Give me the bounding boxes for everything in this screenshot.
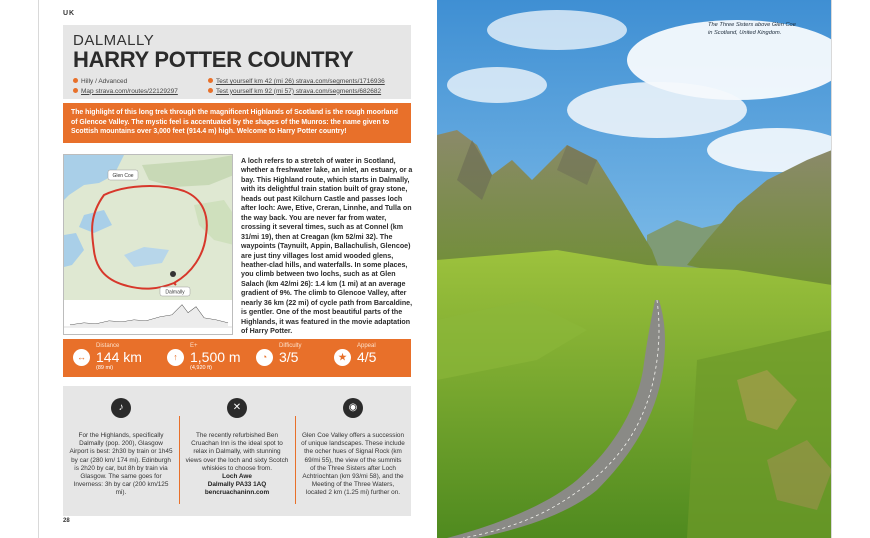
- stats-bar: [63, 339, 411, 377]
- bullet-icon: [208, 88, 213, 93]
- info-getting-there: [63, 394, 179, 510]
- appeal-icon: ★: [334, 349, 351, 366]
- stat-value: 144 km: [96, 349, 142, 365]
- camera-icon: ◉: [343, 398, 363, 418]
- bullet-icon: [73, 88, 78, 93]
- meta-column-1: [73, 77, 178, 96]
- left-page: [38, 0, 437, 538]
- segment-link-1[interactable]: Test yourself km 42 (mi 26) strava.com/segments/1716936: [216, 78, 385, 85]
- route-map: [63, 154, 233, 335]
- whistle-icon: ♪: [111, 398, 131, 418]
- meta-item[interactable]: [208, 87, 385, 97]
- address-line-1: Loch Awe: [222, 473, 252, 481]
- meta-item[interactable]: [208, 77, 385, 87]
- body-text: A loch refers to a stretch of water in Scotland, whether a freshwater lake, an inlet, an estuary, or a bay. This Highland route, which starts in Dalmally, with its delightful train station built of gray stone, heads out past Kilchurn Castle and passes loch after loch: Awe, Etive, Creran, Linnhe, and Tulla on the way back. You are never far from water, crossing it several times, such as at Connel (km 31/mi 19), then at Creagan (km 52/mi 32). The waypoints (Taynuilt, Appin, Ballachulish, Glencoe) are just tiny villages lost amid wooded glens, heather-clad hills, and waterfalls. In some places, you climb between two lochs, such as at Glen Salach (km 42/mi 26): 1.4 km (1 mi) at an average gradient of 9%. The climb to Glencoe Valley, after nearly 36 km (22 mi) of cycle path from Barcaldine, is gentler. One of the most beautiful parts of the Highlands, it was featured in the movie adaptation of Harry Potter.: [241, 157, 413, 336]
- bullet-icon: [208, 78, 213, 83]
- glencoe-landscape-photo: [437, 0, 832, 538]
- segment-link-2[interactable]: Test yourself km 92 (mi 57) strava.com/segments/682682: [216, 87, 382, 95]
- stat-value: 3/5: [279, 349, 299, 365]
- distance-icon: ↔: [73, 349, 90, 366]
- info-text: Glen Coe Valley offers a succession of unique landscapes. These include the ocher hues of Signal Rock (km 69/mi 55), the view of the summits of the Three Sisters after Loch Achtriochtan (km 93/mi 58), and the Meeting of the Three Waters, located 2 km (1.25 mi) further on.: [301, 432, 405, 497]
- stat-label: Difficulty: [279, 343, 302, 349]
- stat-subvalue: (89 mi): [96, 365, 114, 371]
- info-box: [63, 386, 411, 516]
- photo-caption: The Three Sisters above Glen Coe in Scotland, United Kingdom.: [708, 22, 796, 36]
- info-text: For the Highlands, specifically Dalmally (pop. 200), Glasgow Airport is best: 2h30 by train or 1h45 by car (280 km/ 174 mi). Edinburgh is 2h20 by car, but 8h by train via Glasgow. The same goes for Inverness: 3h by car (200 km/125 mi).: [69, 432, 173, 497]
- page-number: 28: [63, 518, 70, 524]
- restaurant-link[interactable]: bencruachaninn.com: [204, 489, 270, 497]
- lead-paragraph: The highlight of this long trek through the magnificent Highlands of Scotland is the rough moorland of Glencoe Valley. The mystic feel is accentuated by the shapes of the Munros: the name given to Scottish mountains over 3,000 feet (914.4 m) high. Welcome to Harry Potter country!: [63, 103, 411, 143]
- stat-value: 1,500 m: [190, 349, 241, 365]
- meta-item[interactable]: [73, 87, 178, 97]
- difficulty-icon: ◔: [256, 349, 273, 366]
- address-line-2: Dalmally PA33 1AQ: [207, 481, 267, 489]
- bullet-icon: [73, 78, 78, 83]
- info-photo-spots: [295, 394, 411, 510]
- route-map-graphic: [64, 155, 233, 335]
- route-location: DALMALLY: [73, 32, 155, 49]
- info-text: The recently refurbished Ben Cruachan Inn is the ideal spot to relax in Dalmally, with stunning views over the loch and sixty Scotch whiskies to choose from. Loch Awe Dalmally PA33 1AQ bencruachaninn.com: [185, 432, 289, 497]
- stat-subvalue: (4,920 ft): [190, 365, 213, 371]
- cutlery-icon: ✕: [227, 398, 247, 418]
- meta-column-2: [208, 77, 385, 96]
- elevation-icon: ↑: [167, 349, 184, 366]
- map-label-glencoe: Glen Coe: [112, 173, 134, 179]
- header-box: [63, 25, 411, 99]
- stat-label: E+: [190, 343, 198, 349]
- meta-item: Hilly / Advanced: [73, 77, 178, 87]
- map-label-dalmally: Dalmally: [165, 289, 185, 296]
- right-page-photo: [437, 0, 832, 538]
- stat-label: Distance: [96, 343, 120, 349]
- info-where-to-eat: [179, 394, 295, 510]
- stat-value: 4/5: [357, 349, 377, 365]
- country-label: UK: [63, 10, 76, 17]
- page-title: HARRY POTTER COUNTRY: [73, 47, 354, 72]
- route-map-link[interactable]: Map strava.com/routes/22129297: [81, 87, 178, 95]
- stat-label: Appeal: [357, 343, 376, 349]
